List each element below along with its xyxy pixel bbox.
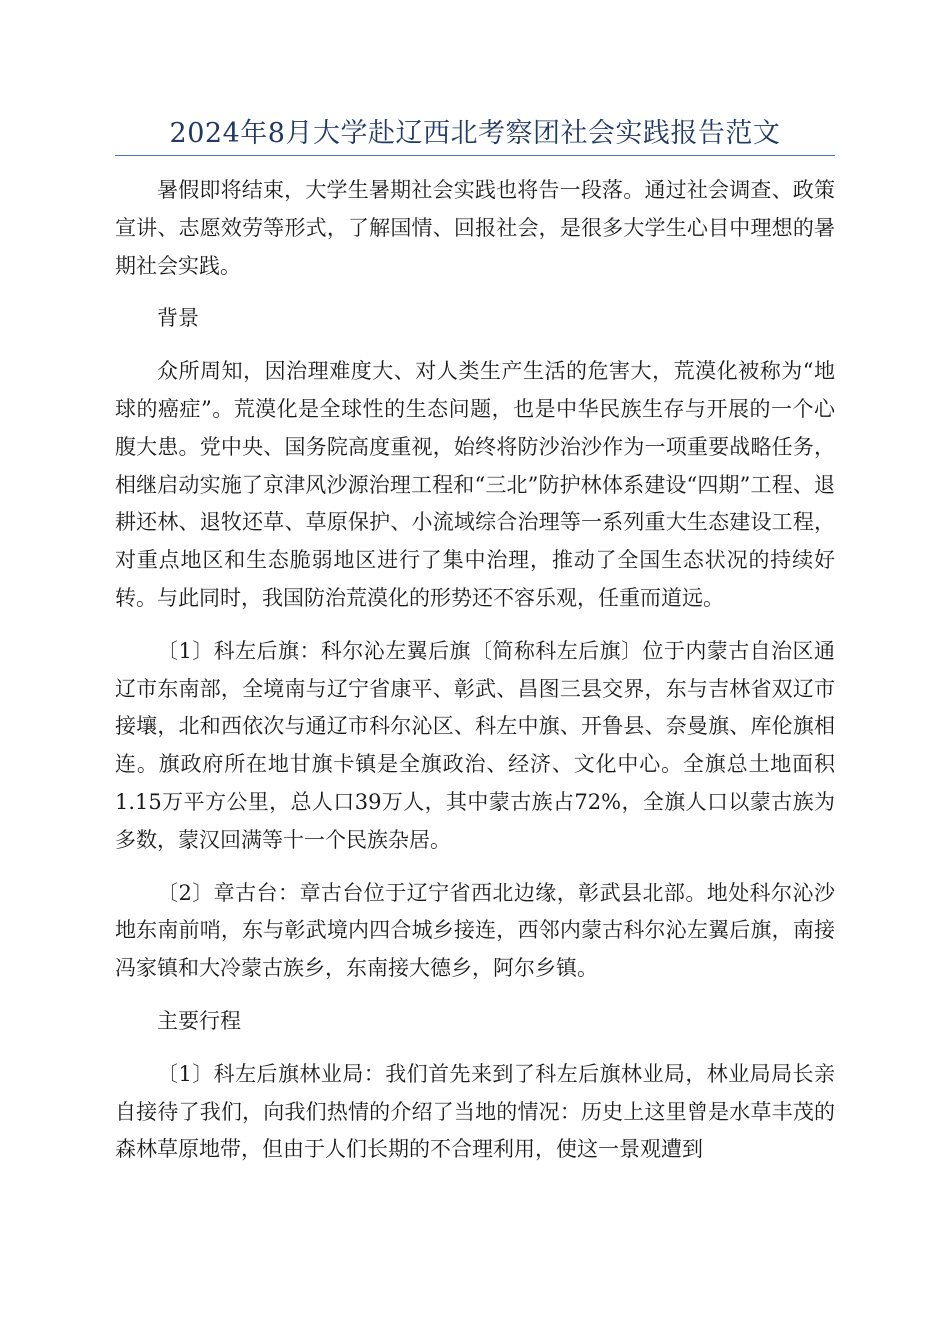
paragraph-forestry-bureau: 〔1〕科左后旗林业局：我们首先来到了科左后旗林业局，林业局局长亲自接待了我们，向我们热情的介绍了当地的情况：历史上这里曾是水草丰茂的森林草原地带，但由于人们长期的不合理利用，使这一景观遭到 <box>115 1061 835 1162</box>
section-heading-background: 背景 <box>157 306 199 331</box>
document-title: 2024年8月大学赴辽西北考察团社会实践报告范文 <box>169 118 781 149</box>
paragraph-intro: 暑假即将结束，大学生暑期社会实践也将告一段落。通过社会调查、政策宣讲、志愿效劳等形式，了解国情、回报社会，是很多大学生心目中理想的暑期社会实践。 <box>115 178 835 278</box>
document-body <box>115 172 835 1184</box>
section-heading-itinerary: 主要行程 <box>157 1008 241 1033</box>
title-underline <box>115 155 835 156</box>
paragraph-zhanggutai: 〔2〕章古台：章古台位于辽宁省西北边缘，彰武县北部。地处科尔沁沙地东南前哨，东与彰武境内四合城乡接连，西邻内蒙古科尔沁左翼后旗，南接冯家镇和大冷蒙古族乡，东南接大德乡，阿尔乡镇。 <box>115 880 835 981</box>
paragraph-background: 众所周知，因治理难度大、对人类生产生活的危害大，荒漠化被称为“地球的癌症”。荒漠化是全球性的生态问题，也是中华民族生存与开展的一个心腹大患。党中央、国务院高度重视，始终将防沙治沙作为一项重要战略任务，相继启动实施了京津风沙源治理工程和“三北”防护林体系建设“四期”工程、退耕还林、退牧还草、草原保护、小流域综合治理等一系列重大生态建设工程，对重点地区和生态脆弱地区进行了集中治理，推动了全国生态状况的持续好转。与此同时，我国防治荒漠化的形势还不容乐观，任重而道远。 <box>115 359 835 610</box>
paragraph-kezuohouqi: 〔1〕科左后旗：科尔沁左翼后旗〔简称科左后旗〕位于内蒙古自治区通辽市东南部，全境南与辽宁省康平、彰武、昌图三县交界，东与吉林省双辽市接壤，北和西依次与通辽市科尔沁区、科左中旗、开鲁县、奈曼旗、库伦旗相连。旗政府所在地甘旗卡镇是全旗政治、经济、文化中心。全旗总土地面积1.15万平方公里，总人口39万人，其中蒙古族占72%，全旗人口以蒙古族为多数，蒙汉回满等十一个民族杂居。 <box>115 638 835 852</box>
